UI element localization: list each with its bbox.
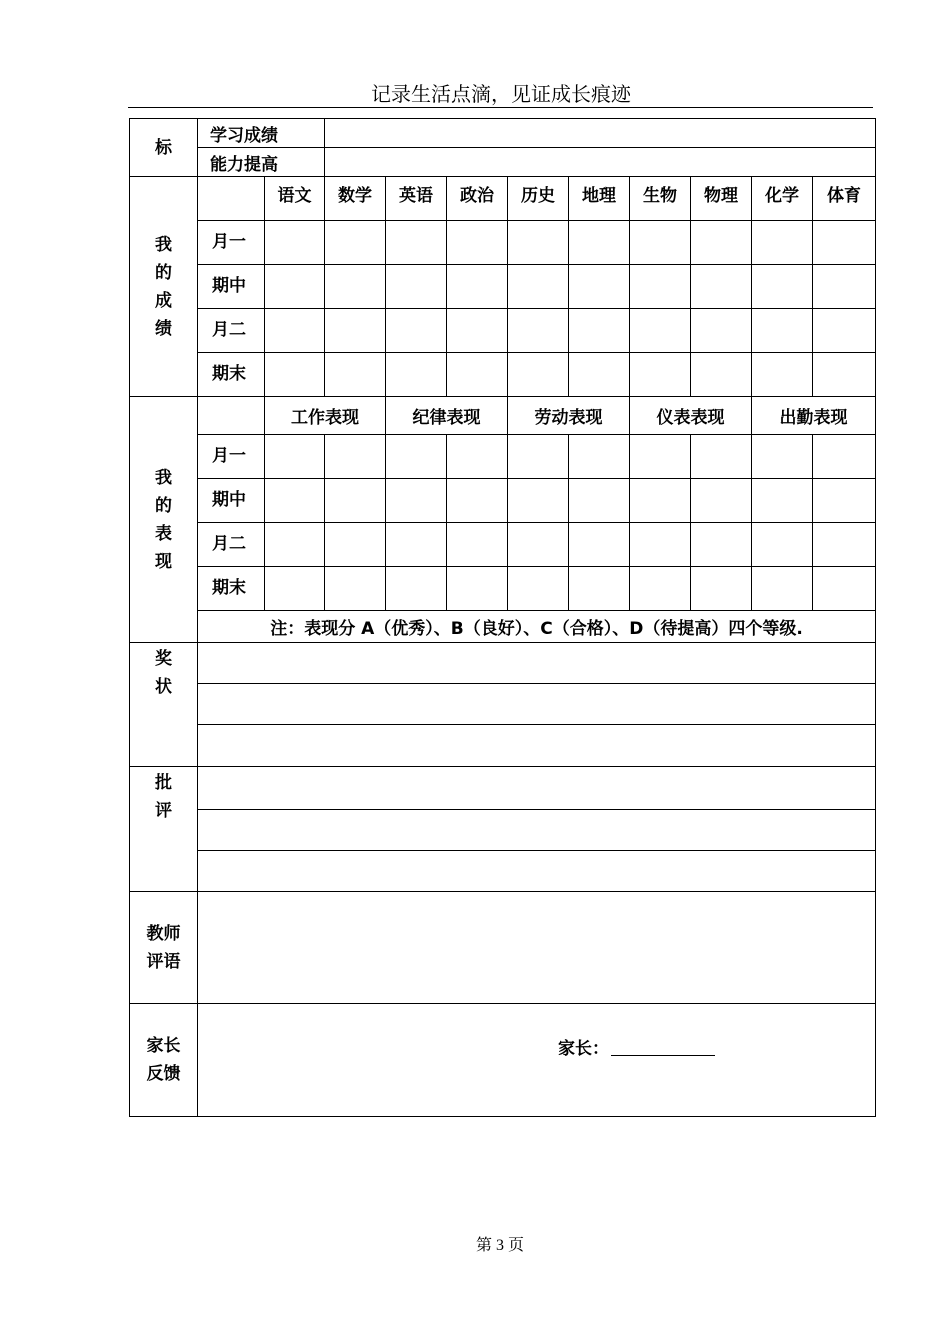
performance-cell[interactable] [752,523,813,567]
grades-row [130,221,876,265]
grades-period-label: 月一 [198,221,265,265]
performance-cell[interactable] [752,435,813,479]
grades-corner-cell [198,177,265,221]
grade-cell[interactable] [569,353,630,397]
goal-input-academic[interactable] [325,119,876,148]
grade-cell[interactable] [569,309,630,353]
parent-signature-label: 家长： [558,1039,609,1059]
grades-period-label: 期末 [198,353,265,397]
grade-cell[interactable] [447,221,508,265]
performance-cell[interactable] [265,523,325,567]
performance-cell[interactable] [569,479,630,523]
performance-cell[interactable] [630,479,691,523]
record-form-table [129,118,876,1117]
grades-row [130,309,876,353]
performance-cell[interactable] [691,479,752,523]
performance-section-text: 我 的 表 现 [155,467,172,572]
subject-header: 政治 [447,177,508,221]
grade-cell[interactable] [325,309,386,353]
performance-row [130,479,876,523]
performance-cell[interactable] [447,523,508,567]
grade-cell[interactable] [752,309,813,353]
subject-header: 化学 [752,177,813,221]
grade-cell[interactable] [265,353,325,397]
performance-cell[interactable] [691,567,752,611]
performance-cell[interactable] [569,523,630,567]
grade-cell[interactable] [630,265,691,309]
performance-category-header: 纪律表现 [386,397,508,435]
performance-cell[interactable] [386,523,447,567]
performance-period-label: 期中 [198,479,265,523]
subject-header: 语文 [265,177,325,221]
grade-cell[interactable] [325,221,386,265]
grade-cell[interactable] [813,221,876,265]
award-line[interactable] [198,643,876,684]
performance-cell[interactable] [386,479,447,523]
goals-section-label: 标 [130,119,198,177]
subject-header: 体育 [813,177,876,221]
grade-cell[interactable] [508,221,569,265]
grade-cell[interactable] [813,353,876,397]
teacher-comment-label [130,892,198,1004]
performance-cell[interactable] [752,479,813,523]
performance-cell[interactable] [386,567,447,611]
performance-grading-note: 注：表现分 A（优秀）、B（良好）、C（合格）、D（待提高）四个等级. [198,611,876,643]
performance-cell[interactable] [630,523,691,567]
goal-label-academic: 学习成绩 [198,119,325,148]
performance-row [130,523,876,567]
performance-category-header: 仪表表现 [630,397,752,435]
criticism-line[interactable] [198,851,876,892]
performance-cell[interactable] [508,435,569,479]
performance-cell[interactable] [325,479,386,523]
performance-corner-cell [198,397,265,435]
performance-cell[interactable] [447,435,508,479]
performance-category-header: 工作表现 [265,397,386,435]
grade-cell[interactable] [386,309,447,353]
goal-input-ability[interactable] [325,148,876,177]
teacher-comment-area[interactable] [198,892,876,1004]
grades-row [130,353,876,397]
performance-cell[interactable] [265,435,325,479]
grade-cell[interactable] [447,309,508,353]
grade-cell[interactable] [569,265,630,309]
performance-cell[interactable] [752,567,813,611]
parent-signature [558,1034,715,1059]
performance-cell[interactable] [569,435,630,479]
grade-cell[interactable] [630,221,691,265]
performance-cell[interactable] [508,523,569,567]
teacher-comment-text: 教师 评语 [146,923,181,972]
parent-signature-line[interactable] [611,1041,715,1056]
performance-cell[interactable] [508,567,569,611]
grade-cell[interactable] [691,221,752,265]
performance-section-label [130,397,198,643]
grades-period-label: 期中 [198,265,265,309]
grade-cell[interactable] [325,353,386,397]
performance-cell[interactable] [630,435,691,479]
grade-cell[interactable] [386,265,447,309]
page-number: 第 3 页 [475,1237,524,1254]
award-line[interactable] [198,725,876,767]
grade-cell[interactable] [752,265,813,309]
performance-cell[interactable] [508,479,569,523]
parent-feedback-area[interactable] [198,1004,876,1117]
grade-cell[interactable] [630,353,691,397]
performance-category-header: 劳动表现 [508,397,630,435]
grade-cell[interactable] [752,353,813,397]
grade-cell[interactable] [508,309,569,353]
performance-cell[interactable] [325,567,386,611]
grade-cell[interactable] [752,221,813,265]
performance-row [130,567,876,611]
criticism-section-label [130,767,198,892]
criticism-line[interactable] [198,810,876,851]
grade-cell[interactable] [691,353,752,397]
subject-header: 地理 [569,177,630,221]
grade-cell[interactable] [265,265,325,309]
grade-cell[interactable] [447,353,508,397]
grade-cell[interactable] [325,265,386,309]
grade-cell[interactable] [813,309,876,353]
performance-cell[interactable] [386,435,447,479]
performance-cell[interactable] [813,567,876,611]
performance-period-label: 月二 [198,523,265,567]
subject-header: 英语 [386,177,447,221]
grade-cell[interactable] [691,309,752,353]
grades-period-label: 月二 [198,309,265,353]
performance-cell[interactable] [813,523,876,567]
grade-cell[interactable] [508,353,569,397]
grades-section-text: 我 的 成 绩 [155,234,172,339]
subject-header: 数学 [325,177,386,221]
awards-section-label [130,643,198,767]
grade-cell[interactable] [508,265,569,309]
grade-cell[interactable] [386,353,447,397]
grades-section-label [130,177,198,397]
criticism-line[interactable] [198,767,876,810]
performance-cell[interactable] [569,567,630,611]
awards-section-text: 奖 状 [155,649,172,697]
performance-cell[interactable] [447,479,508,523]
performance-cell[interactable] [447,567,508,611]
subject-header: 历史 [508,177,569,221]
performance-period-label: 期末 [198,567,265,611]
performance-cell[interactable] [325,523,386,567]
subject-header: 物理 [691,177,752,221]
performance-cell[interactable] [691,435,752,479]
grade-cell[interactable] [691,265,752,309]
performance-cell[interactable] [630,567,691,611]
parent-feedback-text: 家长 反馈 [146,1036,181,1084]
grade-cell[interactable] [265,221,325,265]
performance-row [130,435,876,479]
grades-row [130,265,876,309]
grade-cell[interactable] [813,265,876,309]
performance-cell[interactable] [265,567,325,611]
performance-period-label: 月一 [198,435,265,479]
performance-cell[interactable] [691,523,752,567]
award-line[interactable] [198,684,876,725]
grade-cell[interactable] [447,265,508,309]
goal-label-ability: 能力提高 [198,148,325,177]
subject-header: 生物 [630,177,691,221]
performance-category-header: 出勤表现 [752,397,876,435]
parent-feedback-label [130,1004,198,1117]
grade-cell[interactable] [265,309,325,353]
performance-cell[interactable] [813,435,876,479]
grade-cell[interactable] [569,221,630,265]
performance-cell[interactable] [813,479,876,523]
performance-cell[interactable] [265,479,325,523]
grade-cell[interactable] [386,221,447,265]
page-header-title: 记录生活点滴，见证成长痕迹 [371,82,631,106]
performance-cell[interactable] [325,435,386,479]
header-rule [128,107,873,108]
criticism-section-text: 批 评 [155,773,172,821]
grade-cell[interactable] [630,309,691,353]
